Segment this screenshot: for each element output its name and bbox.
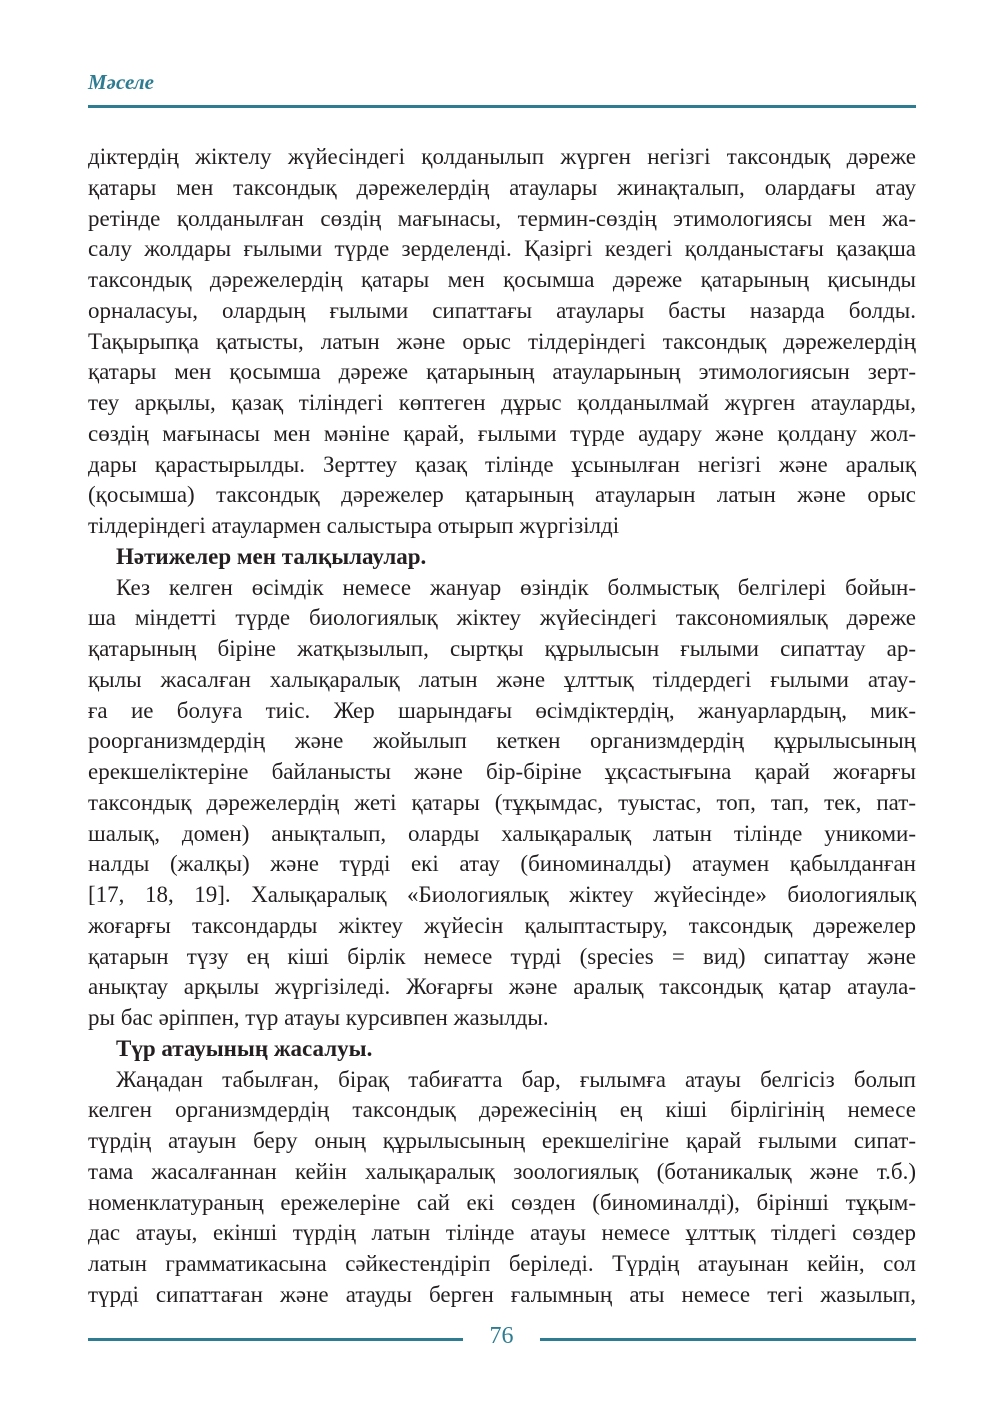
- text-line: салу жолдары ғылыми түрде зерделенді. Қазіргі кездегі қолданыстағы қазақша: [88, 236, 916, 262]
- text-line: анықтау арқылы жүргізіледі. Жоғарғы және аралық таксондық қатар атаула-: [88, 974, 916, 1000]
- section-heading-results: Нәтижелер мен талқылаулар.: [116, 543, 427, 569]
- text-line: қылы жасалған халықаралық латын және ұлттық тілдердегі ғылыми атау-: [88, 666, 916, 692]
- text-line: тілдеріндегі атаулармен салыстыра отырып жүргізілді: [88, 513, 620, 538]
- text-line: қатарының біріне жатқызылып, сыртқы құрылысын ғылыми сипаттау ар-: [88, 636, 916, 661]
- text-line: таксондық дәрежелердің жеті қатары (тұқымдас, туыстас, топ, тап, тек, пат-: [88, 789, 916, 815]
- text-line: дары қарастырылды. Зерттеу қазақ тілінде ұсынылған негізгі және аралық: [88, 451, 916, 477]
- text-line: қатарын түзу ең кіші бірлік немесе түрді (species = вид) сипаттау және: [88, 943, 916, 969]
- text-line: Кез келген өсімдік немесе жануар өзіндік болмыстық белгілері бойын-: [116, 574, 916, 600]
- text-line: налды (жалқы) және түрді екі атау (биноминалды) атаумен қабылданған: [88, 851, 916, 877]
- section-heading-species-naming: Түр атауының жасалуы.: [116, 1035, 373, 1061]
- text-line: ерекшеліктеріне байланысты және бір-біріне ұқсастығына қарай жоғарғы: [88, 759, 916, 784]
- text-line: діктердің жіктелу жүйесіндегі қолданылып жүрген негізгі таксондық дәреже: [88, 144, 916, 169]
- text-line: теу арқылы, қазақ тіліндегі көптеген дұрыс қолданылмай жүрген атауларды,: [88, 390, 916, 415]
- text-line: келген организмдердің таксондық дәрежесінің ең кіші бірлігінің немесе: [88, 1097, 916, 1123]
- text-line: орналасуы, олардың ғылыми сипаттағы атаулары басты назарда болды.: [88, 297, 916, 323]
- text-line: жоғарғы таксондарды жіктеу жүйесін қалыптастыру, таксондық дәрежелер: [88, 912, 916, 938]
- text-line: қатары мен қосымша дәреже қатарының атауларының этимологиясын зерт-: [88, 359, 916, 385]
- text-line: [17, 18, 19]. Халықаралық «Биологиялық жіктеу жүйесінде» биологиялық: [88, 882, 916, 907]
- text-line: қатары мен таксондық дәрежелердің атаулары жинақталып, олардағы атау: [88, 174, 916, 200]
- section-header-title: Мәселе: [88, 70, 154, 94]
- text-line: түрдің атауын беру оның құрылысының ерекшелігіне қарай ғылыми сипат-: [88, 1128, 916, 1153]
- text-line: Тақырыпқа қатысты, латын және орыс тілдеріндегі таксондық дәрежелердің: [88, 328, 916, 354]
- text-line: ша міндетті түрде биологиялық жіктеу жүйесіндегі таксономиялық дәреже: [88, 605, 916, 631]
- text-line: таксондық дәрежелердің қатары мен қосымша дәреже қатарының қисынды: [88, 267, 916, 292]
- footer-rule-right: [540, 1338, 916, 1341]
- page-number: 76: [489, 1323, 514, 1349]
- text-line: ретінде қолданылған сөздің мағынасы, термин-сөздің этимологиясы мен жа-: [88, 205, 916, 231]
- footer-rule-left: [88, 1338, 463, 1341]
- text-line: тама жасалғаннан кейін халықаралық зоологиялық (ботаникалық және т.б.): [88, 1158, 916, 1184]
- text-line: шалық, домен) анықталып, оларды халықаралық латын тілінде уникоми-: [88, 820, 916, 846]
- header-rule: [88, 105, 916, 108]
- text-line: дас атауы, екінші түрдің латын тілінде атауы немесе ұлттық тілдегі сөздер: [88, 1220, 916, 1246]
- text-line: Жаңадан табылған, бірақ табиғатта бар, ғылымға атауы белгісіз болып: [116, 1066, 916, 1092]
- body-text: [88, 142, 916, 1311]
- text-line: ры бас әріппен, түр атауы курсивпен жазылды.: [88, 1005, 549, 1030]
- text-line: номенклатураның ережелеріне сай екі сөзден (биноминалді), бірінші тұқым-: [88, 1189, 916, 1215]
- text-line: роорганизмдердің және жойылып кеткен организмдердің құрылысының: [88, 728, 916, 754]
- text-line: (қосымша) таксондық дәрежелер қатарының атауларын латын және орыс: [88, 482, 916, 508]
- text-line: түрді сипаттаған және атауды берген ғалымның аты немесе тегі жазылып,: [88, 1281, 916, 1307]
- text-line: латын грамматикасына сәйкестендіріп беріледі. Түрдің атауынан кейін, сол: [88, 1251, 916, 1276]
- text-line: сөздің мағынасы мен мәніне қарай, ғылыми түрде аудару және қолдану жол-: [88, 420, 916, 446]
- text-line: ға ие болуға тиіс. Жер шарындағы өсімдіктердің, жануарлардың, мик-: [88, 697, 916, 723]
